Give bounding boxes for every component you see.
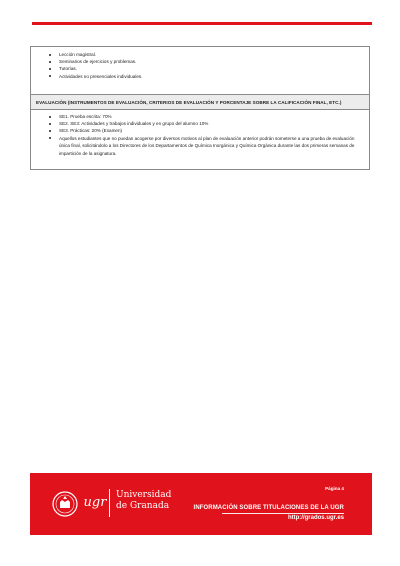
list-item: Seminarios de ejercicios y problemas. — [31, 58, 369, 65]
ugr-logo-text: ugr — [83, 495, 107, 510]
activities-list — [31, 47, 369, 80]
header-accent-rule — [32, 22, 372, 25]
university-line-2: de Granada — [116, 501, 170, 511]
list-item: Aquellos estudiantes que no puedan acogerse por diversos motivos al plan de evaluación anterior podrán someterse a una prueba de evaluación única final, solicitándolo a los Directores de los Departamentos de Química Inorgánica y Química Orgánica durante las dos primeras semanas de impartición de la asignatura. — [31, 135, 369, 158]
university-line-1: Universidad — [116, 490, 172, 500]
evaluation-box — [30, 94, 370, 170]
list-item: Lección magistral. — [31, 51, 369, 58]
list-item: Actividades no presenciales individuales. — [31, 73, 369, 80]
page-number: Página 4 — [325, 486, 344, 491]
evaluation-list — [31, 110, 369, 157]
list-item: SE2. SE3: Actividades y trabajos individuales y en grupo del alumno 10% — [31, 120, 369, 127]
logo-divider — [109, 489, 110, 517]
footer-url-link[interactable]: http://grados.ugr.es — [287, 515, 344, 521]
footer-divider — [222, 513, 344, 514]
ugr-logo — [80, 488, 110, 518]
list-item: SE1. Prueba escrita: 70% — [31, 113, 369, 120]
list-item: Tutorías. — [31, 65, 369, 72]
teaching-activities-box — [30, 46, 370, 94]
evaluation-heading: EVALUACIÓN (INSTRUMENTOS DE EVALUACIÓN, CRITERIOS DE EVALUACIÓN Y PORCENTAJE SOBRE LA CALIFICACIÓN FINAL, ETC.) — [31, 95, 369, 110]
university-name — [116, 490, 171, 512]
university-seal-icon — [52, 491, 78, 517]
page-footer — [30, 473, 372, 535]
footer-info-title: INFORMACIÓN SOBRE TITULACIONES DE LA UGR — [193, 505, 344, 511]
list-item: SE3. Prácticas: 20% (Examen) — [31, 127, 369, 134]
